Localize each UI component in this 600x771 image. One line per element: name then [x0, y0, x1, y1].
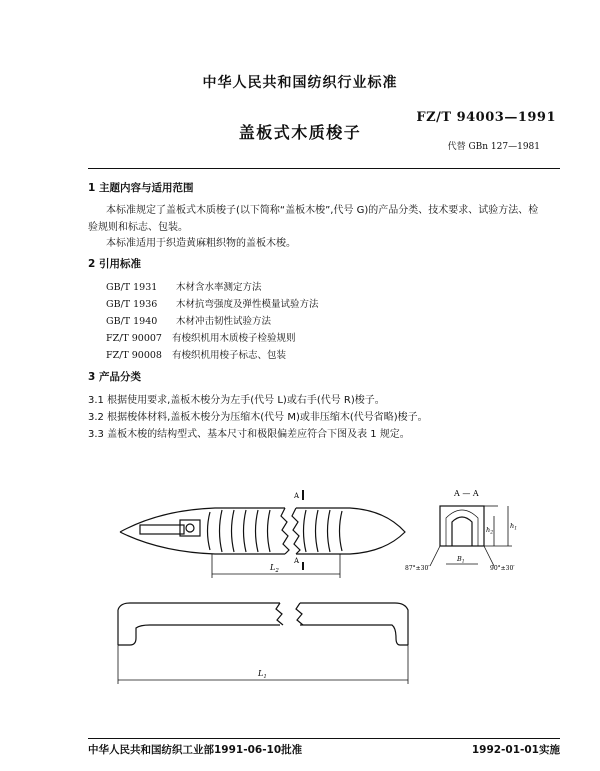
reference-title: 有梭织机用梭子标志、包装: [172, 350, 287, 361]
reference-code: GB/T 1940: [106, 316, 158, 327]
section-1-para-1-cont: 验规则和标志、包装。: [88, 222, 188, 233]
section-1-para-1: 本标准规定了盖板式木质梭子(以下简称“盖板木梭”,代号 G)的产品分类、技术要求、试验方法、检: [106, 205, 539, 216]
dimension-l2-label: $L_2$: [270, 563, 279, 574]
reference-title: 有梭织机用木质梭子检验规则: [172, 333, 296, 344]
shuttle-top-view: [120, 490, 405, 570]
shuttle-drawing: [0, 470, 600, 700]
standard-code: FZ/T 94003—1991: [416, 110, 556, 125]
reference-item: [106, 279, 262, 293]
dimension-l2: [212, 554, 340, 578]
reference-title: 木材含水率测定方法: [176, 282, 262, 293]
section-marker-bottom: A: [294, 557, 300, 565]
shuttle-side-view: [118, 603, 408, 645]
dimension-h2-label: $h_2$: [486, 526, 494, 536]
section-marker-top: A: [294, 492, 300, 500]
approval-line: 中华人民共和国纺织工业部1991-06-10批准: [88, 744, 303, 756]
dimension-l1-label: $L_1$: [258, 669, 267, 680]
cross-section-view: [440, 506, 484, 546]
dimension-b1-label: $B_1$: [457, 555, 465, 565]
clause-3-1: 3.1 根据使用要求,盖板木梭分为左手(代号 L)或右手(代号 R)梭子。: [88, 395, 385, 406]
section-1-para-2: 本标准适用于织造黄麻粗织物的盖板木梭。: [106, 238, 296, 249]
reference-item: [106, 347, 286, 361]
footer-rule: [88, 738, 560, 739]
document-title: 盖板式木质梭子: [238, 123, 362, 142]
angle-left-label: 87°±30′: [405, 565, 430, 572]
dimension-h1-label: $h_1$: [510, 522, 518, 532]
effective-date: 1992-01-01实施: [471, 744, 560, 756]
angle-right-label: 90°±30′: [490, 565, 515, 572]
reference-code: GB/T 1931: [106, 282, 158, 293]
section-3-heading: 3 产品分类: [88, 371, 141, 383]
section-2-heading: 2 引用标准: [88, 258, 141, 270]
clause-3-3: 3.3 盖板木梭的结构型式、基本尺寸和极限偏差应符合下图及表 1 规定。: [88, 429, 410, 440]
reference-code: FZ/T 90007: [106, 333, 162, 344]
reference-item: [106, 313, 271, 327]
reference-code: GB/T 1936: [106, 299, 158, 310]
clause-3-2: 3.2 根据梭体材料,盖板木梭分为压缩木(代号 M)或非压缩木(代号省略)梭子。: [88, 412, 428, 423]
reference-item: [106, 330, 296, 344]
reference-title: 木材抗弯强度及弹性模量试验方法: [176, 299, 319, 310]
reference-code: FZ/T 90008: [106, 350, 162, 361]
replaces-note: 代替 GBn 127—1981: [447, 142, 540, 152]
reference-item: [106, 296, 319, 310]
section-1-heading: 1 主题内容与适用范围: [88, 182, 194, 194]
issuing-organization: 中华人民共和国纺织行业标准: [202, 75, 398, 91]
reference-title: 木材冲击韧性试验方法: [176, 316, 272, 327]
cross-section-dimensions: [430, 506, 512, 566]
section-title: A — A: [454, 489, 479, 498]
header-rule: [88, 168, 560, 169]
